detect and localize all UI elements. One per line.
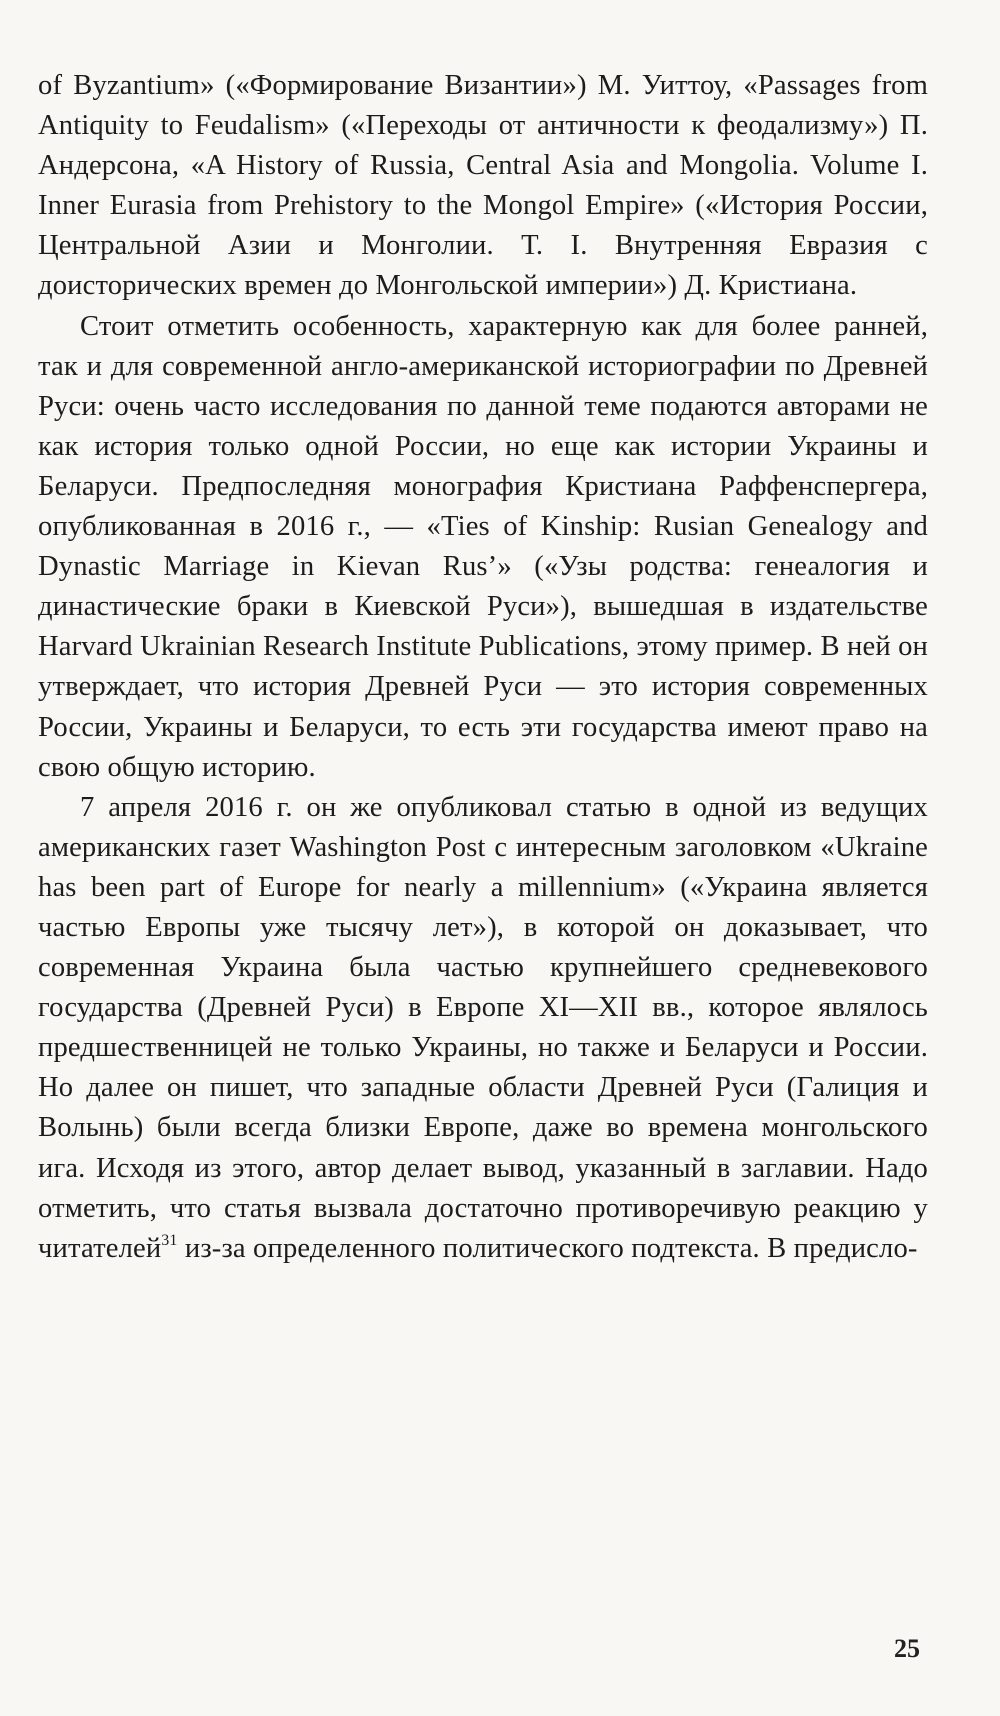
footnote-reference[interactable]: 31	[161, 1231, 178, 1249]
paragraph-1: of Byzantium» («Формирование Византии») М. Уиттоу, «Passages from Antiquity to Feudalism» («Переходы от античности к феодализму») П. Андерсона, «A History of Russia, Central Asia and Mongolia. Volume I. Inner Eurasia from Prehistory to the Mongol Empire» («История России, Центральной Азии и Монголии. Т. I. Внутренняя Евразия с доисторических времен до Монгольской империи») Д. Кристиана.	[38, 70, 928, 302]
body-text	[38, 66, 928, 1269]
paragraph-2: Стоит отметить особенность, характерную как для более ранней, так и для современной англо-американской историографии по Древней Руси: очень часто исследования по данной теме подаются авторами не как история только одной России, но еще как истории Украины и Беларуси. Предпоследняя монография Кристиана Раффенспергера, опубликованная в 2016 г., — «Ties of Kinship: Rusian Genealogy and Dynastic Marriage in Kievan Rus’» («Узы родства: генеалогия и династические браки в Киевской Руси»), вышедшая в издательстве Harvard Ukrainian Research Institute Publications, этому пример. В ней он утверждает, что история Древней Руси — это история современных России, Украины и Беларуси, то есть эти государства имеют право на свою общую историю.	[38, 310, 928, 783]
paragraph-3-text-after-note: из-за определенного политического подтекста. В предисло-	[177, 1232, 918, 1264]
page-number: 25	[894, 1634, 920, 1663]
paragraph-3-text-before-note: 7 апреля 2016 г. он же опубликовал статью в одной из ведущих американских газет Washington Post с интересным заголовком «Ukraine has been part of Europe for nearly a millennium» («Украина является частью Европы уже тысячу лет»), в которой он доказывает, что современная Украина была частью крупнейшего средневекового государства (Древней Руси) в Европе XI—XII вв., которое являлось предшественницей не только Украины, но также и Беларуси и России. Но далее он пишет, что западные области Древней Руси (Галиция и Волынь) были всегда близки Европе, даже во времена монгольского ига. Исходя из этого, автор делает вывод, указанный в заглавии. Надо отметить, что статья вызвала достаточно противоречивую реакцию у читателей	[38, 791, 928, 1264]
paragraph-3	[38, 788, 928, 1269]
